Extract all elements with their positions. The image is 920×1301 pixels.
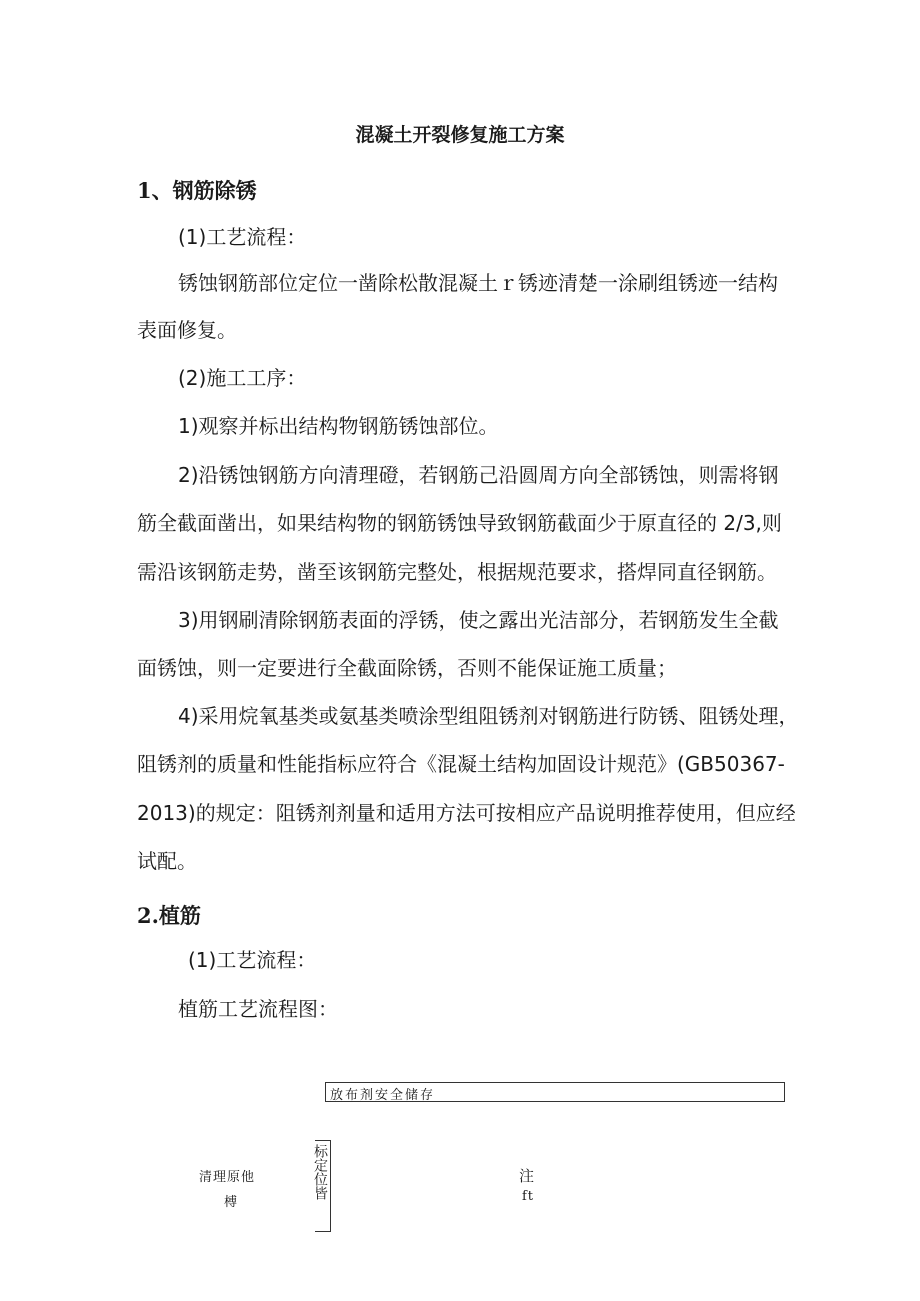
subheading-process-flow: (1)工艺流程： [188,948,317,972]
diagram-caption: 植筋工艺流程图： [178,997,338,1021]
flowchart-left-label: 榑 [224,1195,239,1210]
flowchart-vertical-box-top-edge [315,1140,331,1141]
flowchart-top-box [325,1082,785,1102]
subheading-procedure: (2)施工工序： [178,366,307,390]
flowchart-left-label: 清理原他 [199,1170,256,1185]
paragraph-line: 试配。 [137,849,197,873]
paragraph-line: 阻锈剂的质量和性能指标应符合《混凝土结构加固设计规范》(GB50367- [137,752,785,776]
subheading-process-flow: (1)工艺流程： [178,225,307,249]
flowchart-right-label: 注 [519,1167,536,1185]
paragraph-line: 锈蚀钢筋部位定位一凿除松散混凝土ｒ锈迹清楚一涂刷组锈迹一结构 [178,271,778,295]
flowchart-vertical-box-label: 标定位皆 [312,1144,328,1200]
section-heading-rust-removal: 1、钢筋除锈 [137,178,257,203]
paragraph-line: 需沿该钢筋走势，凿至该钢筋完整处，根据规范要求，搭焊同直径钢筋。 [137,560,777,584]
flowchart-top-box-label: 放布剂安全储存 [330,1088,436,1103]
flowchart-vertical-box-bottom-edge [315,1231,331,1232]
paragraph-line: 筋全截面凿出，如果结构物的钢筋锈蚀导致钢筋截面少于原直径的 2/3,则 [137,511,782,535]
flowchart-right-label: ft [522,1189,535,1204]
paragraph-line: 3)用钢刷清除钢筋表面的浮锈，使之露出光洁部分，若钢筋发生全截 [178,608,779,632]
section-heading-rebar-planting: 2.植筋 [137,903,201,928]
page-title: 混凝土开裂修复施工方案 [355,124,565,146]
paragraph-line: 4)采用烷氧基类或氨基类喷涂型组阻锈剂对钢筋进行防锈、阻锈处理， [178,704,799,728]
paragraph-line: 1)观察并标出结构物钢筋锈蚀部位。 [178,414,499,438]
paragraph-line: 面锈蚀，则一定要进行全截面除锈，否则不能保证施工质量； [137,656,677,680]
paragraph-line: 2)沿锈蚀钢筋方向清理磴，若钢筋己沿圆周方向全部锈蚀，则需将钢 [178,463,779,487]
paragraph-line: 表面修复。 [137,318,237,342]
paragraph-line: 2013)的规定：阻锈剂剂量和适用方法可按相应产品说明推荐使用，但应经 [137,801,796,825]
